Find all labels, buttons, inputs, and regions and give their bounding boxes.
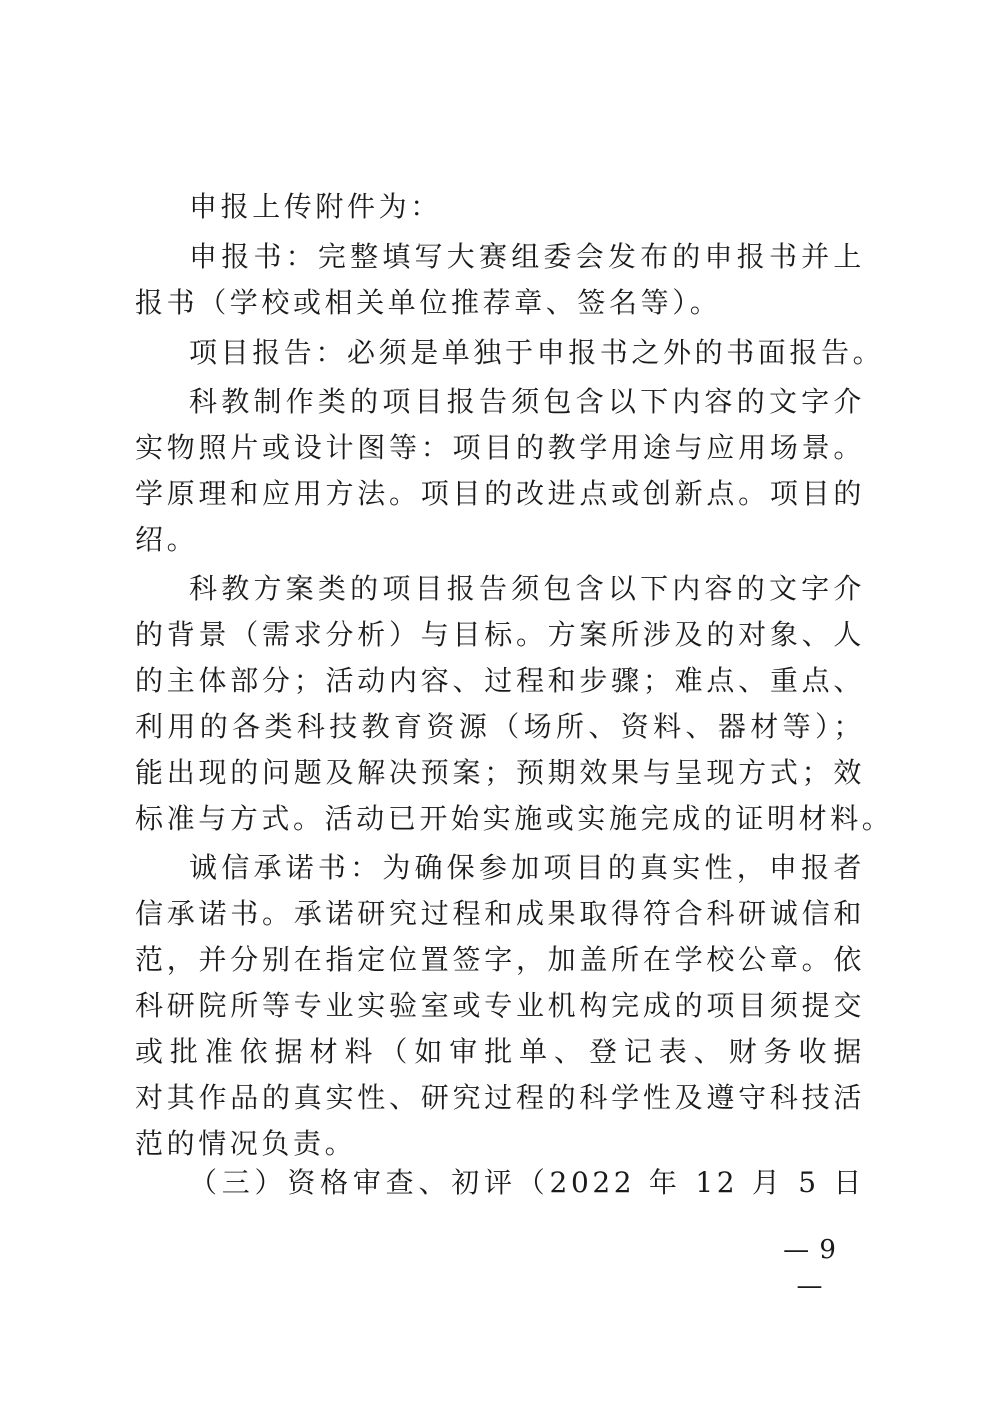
paragraph-integrity-line-4: 科研院所等专业实验室或专业机构完成的项目须提交 [135,989,865,1022]
paragraph-attachments-heading: 申报上传附件为： [189,190,442,223]
paragraph-application-form-line-2: 报书（学校或相关单位推荐章、签名等）。 [135,286,722,319]
paragraph-plan-line-4: 利用的各类科技教育资源（场所、资料、器材等）； [135,710,865,743]
paragraph-production-line-2: 实物照片或设计图等：项目的教学用途与应用场景。 [135,431,865,464]
paragraph-production-line-4: 绍。 [135,523,199,556]
paragraph-plan-line-6: 标准与方式。活动已开始实施或实施完成的证明材料。 [135,802,894,835]
paragraph-plan-line-2: 的背景（需求分析）与目标。方案所涉及的对象、人 [135,618,865,651]
paragraph-application-form-line-1: 申报书：完整填写大赛组委会发布的申报书并上 [189,240,865,273]
paragraph-integrity-line-1: 诚信承诺书：为确保参加项目的真实性，申报者 [189,851,865,884]
paragraph-integrity-line-3: 范，并分别在指定位置签字，加盖所在学校公章。依 [135,943,865,976]
paragraph-plan-line-1: 科教方案类的项目报告须包含以下内容的文字介 [189,572,865,605]
paragraph-integrity-line-5: 或批准依据材料（如审批单、登记表、财务收据 [135,1035,865,1068]
paragraph-production-line-1: 科教制作类的项目报告须包含以下内容的文字介 [189,385,865,418]
paragraph-integrity-line-2: 信承诺书。承诺研究过程和成果取得符合科研诚信和 [135,897,865,930]
paragraph-integrity-line-6: 对其作品的真实性、研究过程的科学性及遵守科技活 [135,1081,865,1114]
paragraph-integrity-line-7: 范的情况负责。 [135,1127,357,1160]
section-heading-review: （三）资格审查、初评（2022 年 12 月 5 日 [189,1166,865,1199]
paragraph-plan-line-3: 的主体部分；活动内容、过程和步骤；难点、重点、 [135,664,865,697]
paragraph-plan-line-5: 能出现的问题及解决预案；预期效果与呈现方式；效 [135,756,865,789]
paragraph-production-line-3: 学原理和应用方法。项目的改进点或创新点。项目的 [135,477,865,510]
paragraph-project-report: 项目报告：必须是单独于申报书之外的书面报告。 [189,336,885,369]
page-number: — 9 — [783,1235,837,1301]
